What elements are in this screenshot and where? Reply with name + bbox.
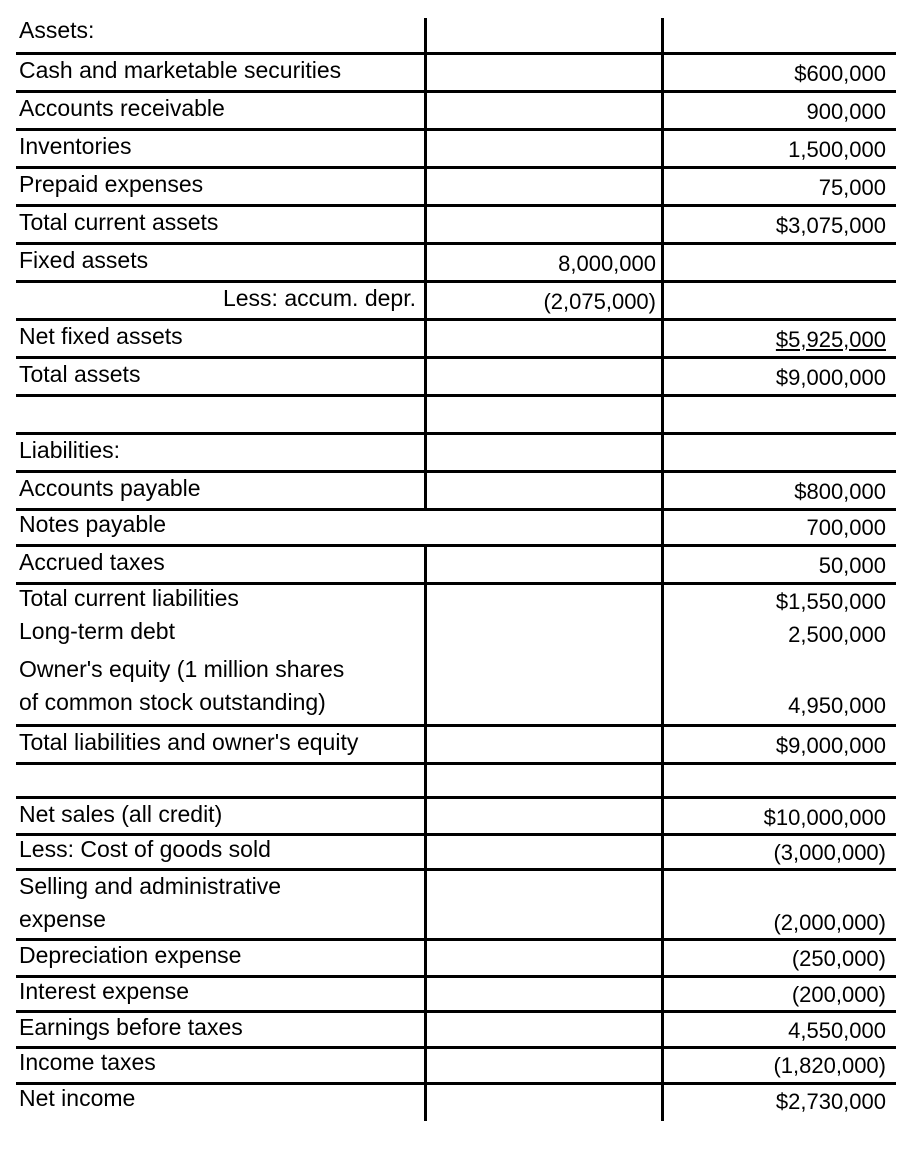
row-total: (250,000) xyxy=(791,946,886,971)
row-total: $1,550,000 xyxy=(775,589,886,614)
row-label: Net fixed assets xyxy=(19,323,183,349)
row-label: Accounts payable xyxy=(19,475,201,501)
row-total: 75,000 xyxy=(818,175,886,200)
assets-header-row xyxy=(16,15,896,52)
cash-row xyxy=(16,52,896,92)
total-liabilities-equity-row xyxy=(16,724,896,764)
row-label: Net income xyxy=(19,1085,136,1111)
row-total: $9,000,000 xyxy=(775,733,886,758)
row-label: Long-term debt xyxy=(19,618,175,644)
prepaid-row xyxy=(16,166,896,206)
receivables-row xyxy=(16,90,896,130)
depreciation-row xyxy=(16,938,896,977)
fixed-assets-row xyxy=(16,242,896,282)
liabilities-header: Liabilities: xyxy=(19,437,120,463)
row-label: Depreciation expense xyxy=(19,942,242,968)
row-label: Earnings before taxes xyxy=(19,1014,243,1040)
row-mid-value: 8,000,000 xyxy=(558,251,656,276)
row-label-continued: expense xyxy=(19,906,106,932)
row-label: Notes payable xyxy=(19,511,167,537)
row-label: Cash and marketable securities xyxy=(19,57,342,83)
row-label: Prepaid expenses xyxy=(19,171,204,197)
row-label: Inventories xyxy=(19,133,132,159)
row-total: 900,000 xyxy=(806,99,886,124)
sga-row xyxy=(16,868,896,941)
row-total: $9,000,000 xyxy=(775,365,886,390)
notes-payable-row xyxy=(16,508,896,546)
row-total: 2,500,000 xyxy=(788,622,886,647)
row-total: $600,000 xyxy=(794,61,886,86)
row-total: (200,000) xyxy=(791,982,886,1007)
row-label: Total liabilities and owner's equity xyxy=(19,729,359,755)
row-total: 4,950,000 xyxy=(788,693,886,718)
row-mid-value: (2,075,000) xyxy=(543,289,656,314)
row-label: Interest expense xyxy=(19,978,190,1004)
accrued-taxes-row xyxy=(16,544,896,584)
total-current-assets-row xyxy=(16,204,896,244)
long-term-debt-row xyxy=(16,618,896,653)
row-total: $3,075,000 xyxy=(775,213,886,238)
row-total: (1,820,000) xyxy=(773,1053,886,1078)
row-total: 4,550,000 xyxy=(788,1018,886,1043)
accounts-payable-row xyxy=(16,470,896,510)
total-assets-row xyxy=(16,356,896,396)
row-total: $5,925,000 xyxy=(775,327,886,352)
row-label: Owner's equity (1 million shares xyxy=(19,656,345,682)
row-label: Accrued taxes xyxy=(19,549,165,575)
row-total: (2,000,000) xyxy=(773,910,886,935)
row-label-continued: of common stock outstanding) xyxy=(19,689,326,715)
income-taxes-row xyxy=(16,1046,896,1084)
row-label: Total current assets xyxy=(19,209,219,235)
assets-header: Assets: xyxy=(19,17,95,43)
row-label: Less: accum. depr. xyxy=(222,285,416,311)
liabilities-header-row xyxy=(16,432,896,472)
row-total: $2,730,000 xyxy=(775,1089,886,1114)
row-total: (3,000,000) xyxy=(773,840,886,865)
row-total: $10,000,000 xyxy=(763,805,886,830)
row-label: Fixed assets xyxy=(19,247,149,273)
row-total: $800,000 xyxy=(794,479,886,504)
row-label: Net sales (all credit) xyxy=(19,801,223,827)
row-label: Accounts receivable xyxy=(19,95,225,121)
accum-depr-row xyxy=(16,280,896,320)
cogs-row xyxy=(16,833,896,871)
row-label: Total assets xyxy=(19,361,141,387)
row-label: Total current liabilities xyxy=(19,585,239,611)
blank-row xyxy=(16,762,896,800)
row-total: 50,000 xyxy=(818,553,886,578)
interest-row xyxy=(16,975,896,1013)
net-fixed-assets-row xyxy=(16,318,896,358)
net-sales-row xyxy=(16,796,896,836)
row-label: Less: Cost of goods sold xyxy=(19,836,271,862)
inventories-row xyxy=(16,128,896,168)
blank-row xyxy=(16,394,896,434)
owners-equity-row xyxy=(16,654,896,724)
row-total: 700,000 xyxy=(806,515,886,540)
row-total: 1,500,000 xyxy=(788,137,886,162)
row-label: Income taxes xyxy=(19,1049,156,1075)
row-label: Selling and administrative xyxy=(19,873,282,899)
net-income-row xyxy=(16,1082,896,1120)
ebt-row xyxy=(16,1010,896,1049)
